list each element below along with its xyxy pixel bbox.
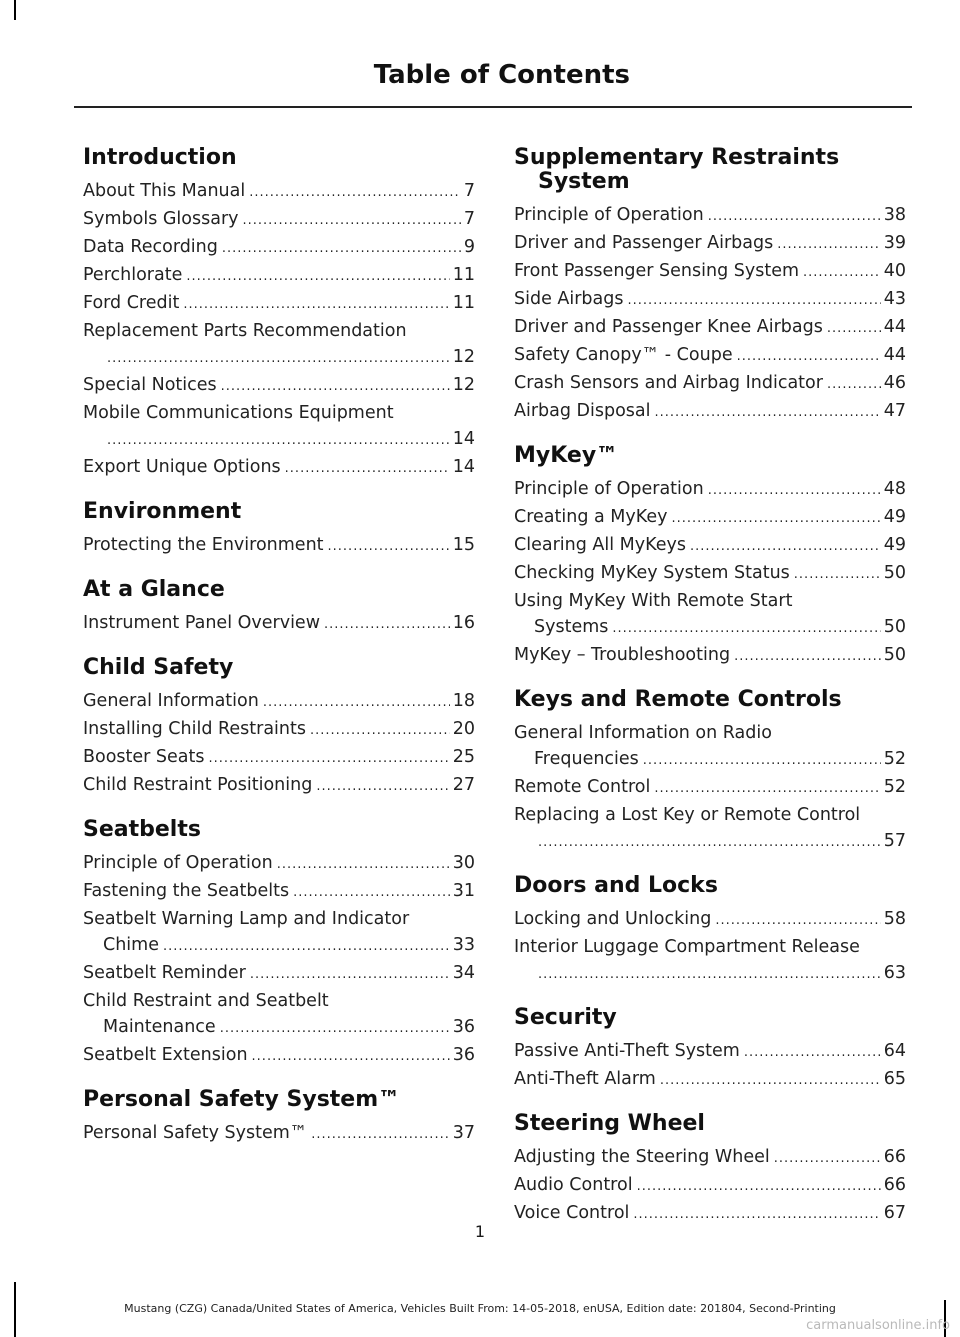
toc-entry[interactable] bbox=[83, 262, 475, 290]
toc-entry-title: Principle of Operation bbox=[83, 853, 273, 873]
crop-mark-top-left bbox=[14, 0, 16, 20]
toc-section bbox=[83, 146, 475, 482]
dot-leader bbox=[803, 260, 881, 286]
toc-entry-page: 44 bbox=[883, 345, 906, 365]
toc-entry-page: 27 bbox=[452, 775, 475, 795]
toc-entry-page: 52 bbox=[883, 777, 906, 797]
toc-entry-page: 16 bbox=[452, 613, 475, 633]
toc-section bbox=[83, 578, 475, 638]
dot-leader bbox=[220, 1016, 450, 1042]
section-title bbox=[83, 500, 475, 524]
toc-entry-page: 36 bbox=[452, 1045, 475, 1065]
toc-entry-continuation bbox=[83, 1014, 475, 1042]
toc-entry-continuation bbox=[514, 614, 906, 642]
toc-entry-title: Protecting the Environment bbox=[83, 535, 324, 555]
toc-entry-title: Special Notices bbox=[83, 375, 217, 395]
toc-entry-title: Remote Control bbox=[514, 777, 651, 797]
dot-leader bbox=[655, 400, 881, 426]
dot-leader bbox=[221, 374, 450, 400]
toc-entry-title: Passive Anti-Theft System bbox=[514, 1041, 740, 1061]
dot-leader bbox=[285, 456, 450, 482]
toc-entry-title: Adjusting the Steering Wheel bbox=[514, 1147, 770, 1167]
toc-entry[interactable] bbox=[83, 400, 475, 454]
toc-entry[interactable] bbox=[514, 504, 906, 532]
toc-entry-page: 50 bbox=[883, 563, 906, 583]
dot-leader bbox=[637, 1174, 881, 1200]
toc-entry-page: 58 bbox=[883, 909, 906, 929]
toc-entry-title: Symbols Glossary bbox=[83, 209, 239, 229]
toc-entry-page: 64 bbox=[883, 1041, 906, 1061]
toc-entry-page: 67 bbox=[883, 1203, 906, 1223]
toc-entry[interactable] bbox=[83, 1042, 475, 1070]
toc-section bbox=[514, 1006, 906, 1094]
toc-entry[interactable] bbox=[83, 454, 475, 482]
toc-entry-title: Side Airbags bbox=[514, 289, 624, 309]
dot-leader bbox=[715, 908, 880, 934]
toc-entry[interactable] bbox=[514, 476, 906, 504]
toc-entry-page: 25 bbox=[452, 747, 475, 767]
dot-leader bbox=[243, 208, 461, 234]
dot-leader bbox=[744, 1040, 881, 1066]
dot-leader bbox=[107, 346, 450, 372]
toc-entry-title: Front Passenger Sensing System bbox=[514, 261, 800, 281]
dot-leader bbox=[737, 344, 881, 370]
toc-entry[interactable] bbox=[83, 688, 475, 716]
toc-entry[interactable] bbox=[514, 720, 906, 774]
toc-entry-title: Audio Control bbox=[514, 1175, 633, 1195]
toc-section bbox=[83, 656, 475, 800]
toc-entry-title: Fastening the Seatbelts bbox=[83, 881, 290, 901]
toc-entry-page: 11 bbox=[452, 265, 475, 285]
toc-entry[interactable] bbox=[83, 772, 475, 800]
footer-text: Mustang (CZG) Canada/United States of America, Vehicles Built From: 14-05-2018, enUSA, Edition date: 201804, Second-Printing bbox=[124, 1302, 836, 1315]
dot-leader bbox=[660, 1068, 881, 1094]
section-title bbox=[83, 578, 475, 602]
toc-entry-page: 39 bbox=[883, 233, 906, 253]
dot-leader bbox=[643, 748, 881, 774]
toc-entry-title: Ford Credit bbox=[83, 293, 180, 313]
toc-entry-title: Safety Canopy™ - Coupe bbox=[514, 345, 733, 365]
toc-entry[interactable] bbox=[514, 588, 906, 642]
section-title-text: Introduction bbox=[83, 145, 237, 170]
section-title-text: Doors and Locks bbox=[514, 873, 718, 898]
section-title bbox=[83, 146, 475, 170]
dot-leader bbox=[186, 264, 449, 290]
toc-entry[interactable] bbox=[514, 258, 906, 286]
toc-entry-page: 47 bbox=[883, 401, 906, 421]
toc-entry-continuation bbox=[514, 960, 906, 988]
dot-leader bbox=[777, 232, 881, 258]
toc-entry-title: Child Restraint and Seatbelt bbox=[83, 991, 329, 1011]
toc-entry-title: Crash Sensors and Airbag Indicator bbox=[514, 373, 823, 393]
toc-entry-title: General Information on Radio bbox=[514, 723, 772, 743]
dot-leader bbox=[316, 774, 449, 800]
toc-entry-page: 9 bbox=[463, 237, 475, 257]
dot-leader bbox=[107, 428, 450, 454]
dot-leader bbox=[690, 534, 881, 560]
toc-entry-page: 14 bbox=[452, 429, 475, 449]
toc-entry[interactable] bbox=[514, 314, 906, 342]
toc-entry-page: 46 bbox=[883, 373, 906, 393]
toc-entry-title: Instrument Panel Overview bbox=[83, 613, 321, 633]
toc-entry[interactable] bbox=[83, 372, 475, 400]
toc-entry-title: Driver and Passenger Airbags bbox=[514, 233, 774, 253]
dot-leader bbox=[827, 316, 881, 342]
toc-entry-page: 12 bbox=[452, 375, 475, 395]
section-title-continuation: System bbox=[538, 169, 630, 194]
toc-entry[interactable] bbox=[514, 398, 906, 426]
toc-entry[interactable] bbox=[514, 906, 906, 934]
toc-entry[interactable] bbox=[514, 230, 906, 258]
dot-leader bbox=[328, 534, 450, 560]
toc-section bbox=[514, 444, 906, 670]
toc-section bbox=[83, 500, 475, 560]
section-title bbox=[514, 444, 906, 468]
toc-entry-title: Seatbelt Reminder bbox=[83, 963, 246, 983]
toc-entry[interactable] bbox=[83, 234, 475, 262]
toc-section bbox=[83, 1088, 475, 1148]
toc-entry-title: Principle of Operation bbox=[514, 205, 704, 225]
toc-entry-page: 66 bbox=[883, 1147, 906, 1167]
section-title-text: At a Glance bbox=[83, 577, 225, 602]
dot-leader bbox=[827, 372, 881, 398]
toc-entry-title: Driver and Passenger Knee Airbags bbox=[514, 317, 823, 337]
dot-leader bbox=[263, 690, 450, 716]
toc-entry-page: 38 bbox=[883, 205, 906, 225]
toc-entry-page: 15 bbox=[452, 535, 475, 555]
toc-entry-page: 7 bbox=[463, 209, 475, 229]
toc-entry-page: 48 bbox=[883, 479, 906, 499]
toc-entry[interactable] bbox=[83, 988, 475, 1042]
toc-entry[interactable] bbox=[514, 342, 906, 370]
toc-entry[interactable] bbox=[83, 290, 475, 318]
toc-entry-title: Checking MyKey System Status bbox=[514, 563, 790, 583]
toc-entry[interactable] bbox=[83, 318, 475, 372]
toc-entry[interactable] bbox=[83, 716, 475, 744]
dot-leader bbox=[252, 1044, 450, 1070]
toc-entry[interactable] bbox=[514, 934, 906, 988]
toc-entry-continuation bbox=[83, 344, 475, 372]
toc-entry-title: Mobile Communications Equipment bbox=[83, 403, 394, 423]
header-divider bbox=[74, 106, 912, 108]
toc-entry-title: Replacement Parts Recommendation bbox=[83, 321, 407, 341]
toc-entry-page: 30 bbox=[452, 853, 475, 873]
toc-entry-continuation bbox=[83, 932, 475, 960]
toc-entry-page: 50 bbox=[883, 617, 906, 637]
section-title-text: Seatbelts bbox=[83, 817, 201, 842]
section-title bbox=[83, 1088, 475, 1112]
toc-entry[interactable] bbox=[83, 850, 475, 878]
toc-entry-page: 65 bbox=[883, 1069, 906, 1089]
toc-entry-title: Airbag Disposal bbox=[514, 401, 651, 421]
toc-entry[interactable] bbox=[514, 560, 906, 588]
toc-entry[interactable] bbox=[514, 202, 906, 230]
section-title-text: MyKey™ bbox=[514, 443, 619, 468]
dot-leader bbox=[183, 292, 449, 318]
toc-entry-page: 37 bbox=[452, 1123, 475, 1143]
toc-entry[interactable] bbox=[83, 906, 475, 960]
toc-entry-title: Replacing a Lost Key or Remote Control bbox=[514, 805, 861, 825]
section-title bbox=[514, 874, 906, 898]
toc-section bbox=[514, 874, 906, 988]
toc-entry-title: Clearing All MyKeys bbox=[514, 535, 686, 555]
toc-entry-title: Interior Luggage Compartment Release bbox=[514, 937, 860, 957]
dot-leader bbox=[250, 962, 450, 988]
toc-entry-title: MyKey – Troubleshooting bbox=[514, 645, 731, 665]
toc-entry-title-cont: Chime bbox=[103, 935, 159, 955]
toc-entry-continuation bbox=[83, 426, 475, 454]
toc-entry[interactable] bbox=[514, 532, 906, 560]
section-title-text: Supplementary Restraints bbox=[514, 145, 840, 170]
page-title: Table of Contents bbox=[373, 60, 630, 90]
toc-entry-title: Locking and Unlocking bbox=[514, 909, 712, 929]
toc-entry-title: Perchlorate bbox=[83, 265, 183, 285]
toc-entry[interactable] bbox=[83, 744, 475, 772]
toc-entry-title: About This Manual bbox=[83, 181, 246, 201]
toc-entry-title: Voice Control bbox=[514, 1203, 630, 1223]
toc-entry-page: 18 bbox=[452, 691, 475, 711]
dot-leader bbox=[654, 776, 880, 802]
toc-entry-title: Installing Child Restraints bbox=[83, 719, 306, 739]
toc-entry[interactable] bbox=[83, 206, 475, 234]
toc-entry[interactable] bbox=[514, 286, 906, 314]
dot-leader bbox=[277, 852, 450, 878]
toc-entry-title: Export Unique Options bbox=[83, 457, 281, 477]
toc-entry-title: Using MyKey With Remote Start bbox=[514, 591, 793, 611]
toc-entry-page: 33 bbox=[452, 935, 475, 955]
toc-entry-page: 66 bbox=[883, 1175, 906, 1195]
toc-section bbox=[514, 688, 906, 856]
dot-leader bbox=[538, 962, 881, 988]
toc-entry-page: 34 bbox=[452, 963, 475, 983]
section-title bbox=[83, 818, 475, 842]
dot-leader bbox=[734, 644, 881, 670]
toc-entry[interactable] bbox=[83, 878, 475, 906]
toc-entry-page: 49 bbox=[883, 535, 906, 555]
toc-entry[interactable] bbox=[83, 960, 475, 988]
toc-entry-title: Seatbelt Extension bbox=[83, 1045, 248, 1065]
dot-leader bbox=[708, 204, 881, 230]
dot-leader bbox=[538, 830, 881, 856]
toc-entry[interactable] bbox=[83, 1120, 475, 1148]
dot-leader bbox=[612, 616, 880, 642]
section-title bbox=[514, 1006, 906, 1030]
dot-leader bbox=[209, 746, 450, 772]
section-title-text: Environment bbox=[83, 499, 242, 524]
dot-leader bbox=[774, 1146, 881, 1172]
toc-entry-continuation bbox=[514, 828, 906, 856]
dot-leader bbox=[324, 612, 450, 638]
toc-entry-page: 36 bbox=[452, 1017, 475, 1037]
toc-entry-title-cont: Systems bbox=[534, 617, 609, 637]
toc-entry[interactable] bbox=[83, 532, 475, 560]
toc-entry-page: 31 bbox=[452, 881, 475, 901]
section-title bbox=[83, 656, 475, 680]
toc-entry-title: Creating a MyKey bbox=[514, 507, 668, 527]
toc-entry-page: 50 bbox=[883, 645, 906, 665]
toc-entry[interactable] bbox=[514, 802, 906, 856]
toc-entry-continuation bbox=[514, 746, 906, 774]
toc-entry-title: Booster Seats bbox=[83, 747, 205, 767]
toc-entry-page: 12 bbox=[452, 347, 475, 367]
dot-leader bbox=[628, 288, 881, 314]
dot-leader bbox=[293, 880, 450, 906]
toc-entry-page: 20 bbox=[452, 719, 475, 739]
dot-leader bbox=[222, 236, 461, 262]
toc-entry-title: Data Recording bbox=[83, 237, 218, 257]
dot-leader bbox=[311, 1122, 449, 1148]
section-title bbox=[514, 688, 906, 712]
toc-entry-page: 52 bbox=[883, 749, 906, 769]
toc-entry-title-cont: Maintenance bbox=[103, 1017, 216, 1037]
dot-leader bbox=[794, 562, 881, 588]
toc-entry-title: Personal Safety System™ bbox=[83, 1123, 308, 1143]
toc-entry[interactable] bbox=[514, 1144, 906, 1172]
watermark: carmanualsonline.info bbox=[806, 1318, 950, 1333]
toc-entry[interactable] bbox=[514, 1172, 906, 1200]
page-number: 1 bbox=[474, 1222, 486, 1241]
section-title bbox=[514, 146, 906, 194]
toc-entry-page: 44 bbox=[883, 317, 906, 337]
toc-section bbox=[514, 146, 906, 426]
toc-entry-page: 63 bbox=[883, 963, 906, 983]
toc-section bbox=[514, 1112, 906, 1228]
toc-entry[interactable] bbox=[514, 1066, 906, 1094]
dot-leader bbox=[163, 934, 450, 960]
section-title bbox=[514, 1112, 906, 1136]
toc-entry-title: Anti-Theft Alarm bbox=[514, 1069, 656, 1089]
toc-entry-title: Seatbelt Warning Lamp and Indicator bbox=[83, 909, 410, 929]
dot-leader bbox=[310, 718, 450, 744]
dot-leader bbox=[708, 478, 881, 504]
toc-entry-title-cont: Frequencies bbox=[534, 749, 639, 769]
toc-left-column bbox=[83, 146, 475, 1166]
toc-entry-title: General Information bbox=[83, 691, 259, 711]
toc-entry-page: 11 bbox=[452, 293, 475, 313]
toc-entry-page: 40 bbox=[883, 261, 906, 281]
toc-entry[interactable] bbox=[514, 774, 906, 802]
section-title-text: Keys and Remote Controls bbox=[514, 687, 842, 712]
dot-leader bbox=[249, 180, 461, 206]
toc-entry[interactable] bbox=[514, 642, 906, 670]
toc-right-column bbox=[514, 146, 906, 1246]
section-title-text: Security bbox=[514, 1005, 617, 1030]
toc-entry-title: Principle of Operation bbox=[514, 479, 704, 499]
dot-leader bbox=[671, 506, 880, 532]
toc-entry[interactable] bbox=[514, 1038, 906, 1066]
section-title-text: Personal Safety System™ bbox=[83, 1087, 401, 1112]
toc-entry-title: Child Restraint Positioning bbox=[83, 775, 313, 795]
toc-entry[interactable] bbox=[83, 178, 475, 206]
toc-entry-page: 49 bbox=[883, 507, 906, 527]
section-title-text: Steering Wheel bbox=[514, 1111, 705, 1136]
toc-entry-page: 7 bbox=[463, 181, 475, 201]
section-title-text: Child Safety bbox=[83, 655, 234, 680]
toc-entry[interactable] bbox=[83, 610, 475, 638]
toc-entry-page: 14 bbox=[452, 457, 475, 477]
toc-entry[interactable] bbox=[514, 370, 906, 398]
toc-section bbox=[83, 818, 475, 1070]
toc-entry-page: 43 bbox=[883, 289, 906, 309]
toc-entry-page: 57 bbox=[883, 831, 906, 851]
